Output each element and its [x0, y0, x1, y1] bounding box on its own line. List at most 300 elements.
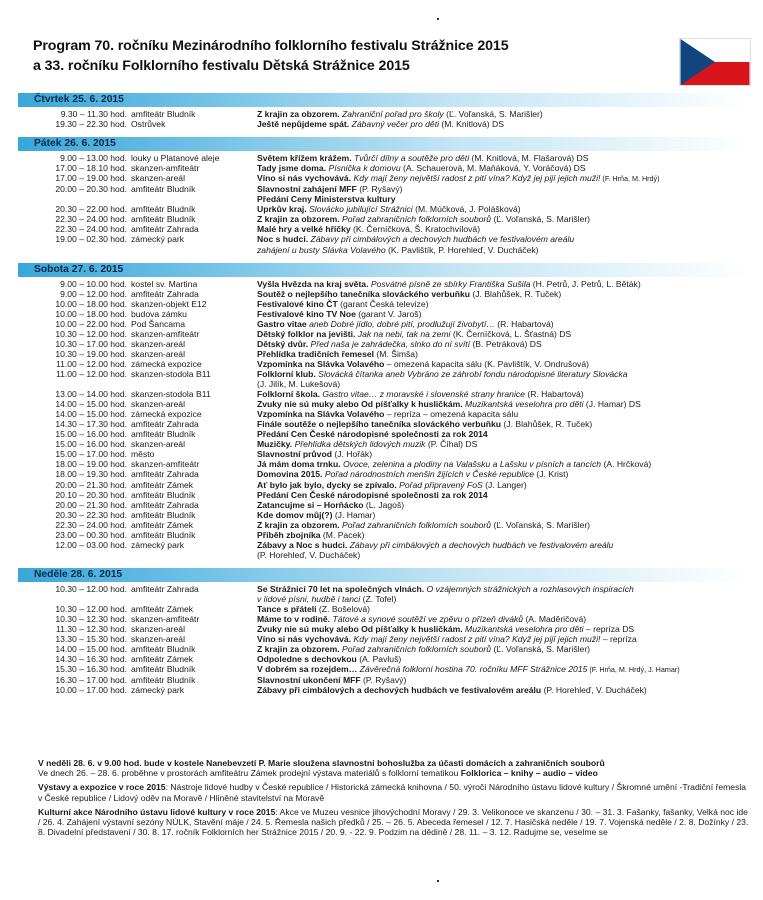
event-program	[257, 163, 757, 173]
event-venue: amfiteátr Bludník	[131, 109, 196, 119]
event-program	[257, 439, 757, 449]
event-time: 22.30 – 24.00 hod.	[55, 214, 127, 225]
schedule-row	[0, 594, 763, 604]
schedule-row	[0, 490, 763, 500]
event-venue: amfiteátr Bludník	[131, 184, 196, 195]
event-organizers: (R. Habartová)	[494, 318, 554, 329]
event-time: 20.00 – 20.30 hod.	[55, 184, 127, 195]
event-title: V dobrém sa rozejdem…	[257, 664, 358, 675]
schedule-row	[0, 379, 763, 389]
schedule-row	[0, 194, 763, 204]
event-description: Slovácká čítanka aneb Vybráno ze záhrobí fondu národopisné literatury Slovácka	[315, 368, 628, 379]
schedule-row	[0, 685, 763, 695]
event-time	[0, 379, 131, 389]
schedule-row	[0, 469, 763, 479]
event-description: aneb Dobré jídlo, dobré pití, prodlužují živobytí…	[306, 318, 495, 329]
event-venue: skanzen-objekt E12	[131, 298, 207, 309]
event-time: 13.30 – 15.30 hod.	[55, 634, 127, 645]
event-venue: amfiteátr Bludník	[131, 644, 196, 655]
event-time: 20.30 – 22.30 hod.	[55, 509, 127, 520]
event-description: Zábavný večer pro děti	[349, 119, 439, 130]
event-venue	[131, 594, 257, 604]
exhibitions-list: : Nástroje lidové hudby v České republice / Historická zámecká knihovna / 50. výročí Národního ústavu lidové kultury / Škromné umění -Tradiční řemesla v České republice / Lidový oděv na Moravě / Hliněné stavitelství na Moravě	[38, 782, 747, 803]
event-venue	[131, 194, 257, 204]
footer-notes	[38, 758, 750, 841]
schedule-row	[0, 329, 763, 339]
event-title: Zábavy při cimbálových a dechových hudbách ve festivalovém areálu	[257, 685, 542, 696]
event-program	[257, 664, 757, 675]
event-program	[257, 109, 757, 119]
event-description: Gastro vitae… z moravské i slovenské strany hranice	[320, 389, 525, 400]
event-venue	[131, 550, 257, 560]
event-time: 10.30 – 12.00 hod.	[55, 583, 127, 594]
event-description: Tátové a synové soutěží ve zpěvu o přízeň diváků	[330, 614, 524, 625]
event-program	[257, 594, 757, 604]
event-venue: amfiteátr Zahrada	[131, 419, 199, 430]
schedule-row	[0, 654, 763, 664]
event-venue: amfiteátr Zámek	[131, 519, 194, 530]
event-organizers: – repríza	[600, 634, 637, 645]
event-title: Příběh zbojníka	[257, 529, 321, 540]
event-venue: skanzen-stodola B11	[131, 389, 211, 400]
event-venue: amfiteátr Zahrada	[131, 288, 199, 299]
schedule-row	[0, 214, 763, 224]
event-title: Předání Ceny Ministerstva kultury	[257, 194, 396, 205]
event-description: Muzikantská veselohra pro děti	[462, 624, 584, 635]
event-time: 9.30 – 11.30 hod.	[60, 109, 127, 119]
event-title: Slavnostní průvod	[257, 449, 332, 460]
event-venue: skanzen-areál	[131, 348, 185, 359]
event-title: Vzpomínka na Slávka Volavého	[257, 358, 385, 369]
event-title: Se Strážnicí 70 let na společných vlnách.	[257, 583, 425, 594]
page-title	[33, 36, 509, 76]
event-organizers: (L. Jagoš)	[363, 499, 405, 510]
event-program	[257, 624, 757, 634]
event-title: Tady jsme doma.	[257, 163, 327, 174]
schedule-row	[0, 449, 763, 459]
event-time: 14.00 – 15.00 hod.	[55, 409, 127, 420]
event-title: Kde domov můj(?)	[257, 509, 333, 520]
event-program	[257, 319, 757, 329]
schedule-row	[0, 550, 763, 560]
event-venue: skanzen-areál	[131, 399, 185, 410]
event-program	[257, 530, 757, 540]
event-title: Vyšla Hvězda na kraj světa.	[257, 278, 369, 289]
event-title: Zatancujme si – Horňácko	[257, 499, 364, 510]
event-title: Přehlídka tradičních řemesel	[257, 348, 375, 359]
event-time: 9.00 – 10.00 hod.	[60, 278, 127, 289]
schedule-row	[0, 419, 763, 429]
schedule-row	[0, 540, 763, 550]
event-title: Slavnostní ukončení MFF	[257, 675, 361, 686]
event-venue: amfiteátr Bludník	[131, 429, 196, 440]
event-venue: skanzen-amfiteátr	[131, 328, 200, 339]
event-description: Zahraniční pořad pro školy	[339, 109, 444, 119]
event-description: Pořad zahraničních folklorních souborů	[339, 519, 492, 530]
event-program	[257, 490, 757, 500]
event-title: Domovina 2015.	[257, 469, 323, 480]
event-title: Noc s hudci.	[257, 234, 309, 245]
event-program	[257, 654, 757, 664]
event-title: Muzičky.	[257, 439, 293, 450]
schedule-row	[0, 279, 763, 289]
day-header: Pátek 26. 6. 2015	[18, 137, 748, 151]
event-title: Z krajin za obzorem.	[257, 109, 340, 119]
event-program	[257, 644, 757, 654]
event-program	[257, 234, 757, 244]
event-time: 15.00 – 16.00 hod.	[55, 429, 127, 440]
event-venue: amfiteátr Zámek	[131, 603, 194, 614]
event-program	[257, 429, 757, 439]
schedule-row	[0, 584, 763, 594]
event-description: Muzikantská veselohra pro děti	[462, 399, 584, 410]
day-header: Čtvrtek 25. 6. 2015	[18, 93, 748, 107]
event-title: Malé hry a velké hříčky	[257, 224, 351, 235]
event-description: Pořad zahraničních folklorních souborů	[339, 644, 492, 655]
event-venue: skanzen-areál	[131, 338, 185, 349]
event-venue: skanzen-stodola B11	[131, 368, 211, 379]
event-time: 23.00 – 00.30 hod.	[55, 529, 127, 540]
event-program	[257, 389, 757, 399]
event-title: Dětský folklor na jevišti.	[257, 328, 356, 339]
event-title: Festivalové kino TV Noe	[257, 308, 356, 319]
schedule-row	[0, 624, 763, 634]
event-time: 15.00 – 17.00 hod.	[55, 449, 127, 460]
event-venue: amfiteátr Zahrada	[131, 499, 199, 510]
event-program	[257, 349, 757, 359]
event-program	[257, 224, 757, 234]
event-organizers: (P. Horehleď, V. Ducháček)	[257, 549, 361, 560]
schedule-row	[0, 224, 763, 234]
event-program	[257, 540, 757, 550]
event-title: Víno si nás vychovává.	[257, 634, 352, 645]
exhibition-notice: Ve dnech 26. – 28. 6. proběhne v prostorách amfiteátru Zámek prodejní výstava materiálů s folklorní tematikou	[38, 768, 461, 779]
schedule-row	[0, 480, 763, 490]
event-time: 20.00 – 21.30 hod.	[55, 479, 127, 490]
event-organizers: (M. Knitlová, M. Flašarová) DS	[469, 153, 589, 164]
event-time: 17.00 – 18.10 hod.	[55, 163, 127, 174]
event-program	[257, 204, 757, 214]
event-time: 10.00 – 17.00 hod.	[55, 685, 127, 696]
event-title: Ještě nepůjdeme spát.	[257, 119, 350, 130]
event-time: 9.00 – 13.00 hod.	[60, 153, 127, 164]
event-description: zahájení u busty Slávka Volavého	[257, 244, 386, 255]
event-title: Slavnostní zahájení MFF	[257, 184, 357, 195]
event-program	[257, 153, 757, 163]
event-venue: Pod Šancama	[131, 318, 185, 329]
event-time: 20.00 – 21.30 hod.	[55, 499, 127, 510]
schedule-row	[0, 204, 763, 214]
event-title: Folklorní škola.	[257, 389, 321, 400]
event-title: Z krajin za obzorem.	[257, 644, 340, 655]
schedule	[0, 93, 763, 703]
event-title: Vzpomínka na Slávka Volavého	[257, 409, 385, 420]
decorative-dot	[437, 880, 439, 882]
event-program	[257, 214, 757, 224]
event-organizers: (J. Jilík, M. Lukešová)	[257, 379, 341, 390]
event-time: 22.30 – 24.00 hod.	[55, 224, 127, 235]
title-line-1: Program 70. ročníku Mezinárodního folklorního festivalu Strážnice 2015	[33, 38, 509, 54]
event-title: Gastro vitae	[257, 318, 307, 329]
event-venue: louky u Platanové aleje	[131, 153, 220, 164]
schedule-row	[0, 644, 763, 654]
event-time: 19.00 – 02.30 hod.	[55, 234, 127, 245]
schedule-row	[0, 664, 763, 675]
event-time: 18.00 – 19.00 hod.	[55, 459, 127, 470]
event-venue: Ostrůvek	[131, 119, 166, 130]
schedule-row	[0, 349, 763, 359]
schedule-row	[0, 119, 763, 129]
event-organizers: (F. Hrňa, M. Hrdý)	[600, 174, 660, 184]
event-description: Závěrečná folklorní hostina 70. ročníku MFF Strážnice 2015	[357, 664, 588, 675]
event-time: 20.30 – 22.00 hod.	[55, 204, 127, 215]
exhibitions-heading: Výstavy a expozice v roce 2015	[38, 782, 166, 793]
event-venue: amfiteátr Bludník	[131, 214, 196, 225]
schedule-row	[0, 309, 763, 319]
event-program	[257, 399, 757, 409]
event-organizers: – repríza – omezená kapacita sálu	[384, 409, 519, 420]
schedule-row	[0, 634, 763, 644]
event-organizers: (J. Hamar) DS	[583, 399, 641, 410]
event-program	[257, 409, 757, 419]
event-program	[257, 329, 757, 339]
event-time	[0, 245, 131, 255]
schedule-row	[0, 299, 763, 309]
event-description: Kdy mají ženy největší radost z pití vína? Když jej pijí jejich muži!	[351, 634, 601, 645]
schedule-row	[0, 614, 763, 624]
event-organizers: (J. Krist)	[534, 469, 569, 480]
event-venue: město	[131, 449, 155, 460]
event-title: Z krajin za obzorem.	[257, 519, 340, 530]
event-time: 13.00 – 14.00 hod.	[55, 389, 127, 400]
event-organizers: (Z. Tofel)	[360, 593, 397, 604]
event-title: Světem křížem krážem.	[257, 153, 352, 164]
event-time: 9.00 – 12.00 hod.	[60, 288, 127, 299]
event-organizers: (garant V. Jaroš)	[355, 308, 422, 319]
cultural-events-list: : Akce ve Muzeu vesnice jihovýchodní Moravy / 29. 3. Velikonoce ve skanzenu / 30. – 31. 3. Fašanky, fašanky, Velká noc ide / 26. 4. Zahájení výstavní sezóny NÚLK, Stavění máje / 24. 5. Řemesla našich předků / 25. – 26. 5. Abeceda řemesel / 12. 7. Hasičská neděle / 19. 7. Vojenská neděle / 2. 8. Dožínky / 23. 8. Divadelní představení / 30. 8. 17. ročník Folklorních her Strážnice 2015 / 20. 9. - 22. 9. Podzim na dědině / 28. 11. – 3. 12. Radujme se, veselme se	[38, 806, 749, 838]
event-program	[257, 449, 757, 459]
event-venue: skanzen-areál	[131, 624, 185, 635]
event-organizers: (R. Habartová)	[524, 389, 584, 400]
event-time: 10.00 – 18.00 hod.	[55, 308, 127, 319]
event-time: 10.30 – 12.00 hod.	[55, 328, 127, 339]
schedule-row	[0, 289, 763, 299]
event-title: Zvuky nie sú muky alebo Od píšťalky k husličkám.	[257, 624, 463, 635]
event-organizers: (P. Horehleď, V. Ducháček)	[541, 685, 647, 696]
event-venue: amfiteátr Bludník	[131, 204, 196, 215]
event-program	[257, 369, 757, 379]
event-time: 10.00 – 22.00 hod.	[55, 318, 127, 329]
event-program	[257, 289, 757, 299]
event-venue	[131, 379, 257, 389]
event-organizers: (Ľ. Voľanská, S. Marišler)	[491, 644, 591, 655]
event-program	[257, 480, 757, 490]
event-organizers: – omezená kapacita sálu (K. Pavlištík, V. Ondrušová)	[384, 358, 589, 369]
event-venue: budova zámku	[131, 308, 187, 319]
event-time: 11.00 – 12.00 hod.	[55, 358, 127, 369]
event-title: Soutěž o nejlepšího tanečníka slováckého verbuňku	[257, 288, 470, 299]
schedule-row	[0, 234, 763, 244]
event-description: Přehlídka dětských lidových muzik	[292, 439, 426, 450]
event-organizers: (F. Hrňa, M. Hrdý, J. Hamar)	[587, 665, 680, 675]
event-venue: zámecká expozice	[131, 358, 202, 369]
event-title: Finále soutěže o nejlepšího tanečníka slováckého verbuňku	[257, 419, 502, 430]
schedule-row	[0, 604, 763, 614]
event-organizers: (A. Schauerová, M. Maňáková, Y. Voráčová) DS	[400, 163, 586, 174]
event-program	[257, 299, 757, 309]
schedule-row	[0, 409, 763, 419]
event-description: Ovoce, zelenina a plodiny na Valašsku a Lašsku v písních a tancích	[340, 459, 602, 470]
event-title: Já mám doma trnku.	[257, 459, 341, 470]
event-program	[257, 184, 757, 194]
event-venue: skanzen-amfiteátr	[131, 163, 200, 174]
event-description: Pořad národnostních menšin žijících v České republice	[322, 469, 535, 480]
event-organizers: (A. Maděričová)	[523, 614, 587, 625]
event-time: 10.30 – 17.00 hod.	[55, 338, 127, 349]
czech-flag-icon	[679, 38, 751, 86]
event-time: 15.00 – 16.00 hod.	[55, 439, 127, 450]
event-program	[257, 245, 757, 255]
event-program	[257, 419, 757, 429]
event-time: 14.30 – 16.30 hod.	[55, 654, 127, 665]
event-organizers: (M. Pacek)	[320, 529, 365, 540]
event-time: 10.30 – 12.30 hod.	[55, 614, 127, 625]
event-title: Zvuky nie sú muky alebo Od píšťalky k husličkám.	[257, 399, 463, 410]
schedule-row	[0, 459, 763, 469]
event-venue: kostel sv. Martina	[131, 278, 198, 289]
title-line-2: a 33. ročníku Folklorního festivalu Dětská Strážnice 2015	[33, 58, 410, 74]
event-venue: amfiteátr Zámek	[131, 654, 194, 665]
schedule-row	[0, 109, 763, 119]
event-time: 11.30 – 12.30 hod.	[55, 624, 127, 635]
event-venue: skanzen-amfiteátr	[131, 614, 200, 625]
decorative-dot	[437, 18, 439, 20]
event-organizers: (A. Hrčková)	[601, 459, 652, 470]
event-organizers: (B. Petráková) DS	[470, 338, 542, 349]
event-venue: amfiteátr Zahrada	[131, 224, 199, 235]
event-time: 11.00 – 12.00 hod.	[55, 368, 127, 379]
event-venue	[131, 245, 257, 255]
event-program	[257, 459, 757, 469]
event-program	[257, 173, 757, 184]
event-organizers: (Ľ. Voľanská, S. Marišler)	[491, 519, 591, 530]
event-program	[257, 379, 757, 389]
event-venue: amfiteátr Bludník	[131, 509, 196, 520]
event-organizers: (H. Petrů, J. Petrů, L. Běták)	[530, 278, 641, 289]
event-time: 18.00 – 19.30 hod.	[55, 469, 127, 480]
event-organizers: (Ľ. Voľanská, S. Marišler)	[443, 109, 543, 119]
event-description: Pořad připravený FoS	[396, 479, 483, 490]
schedule-row	[0, 163, 763, 173]
event-description: Slovácko jubilující Strážnici	[306, 204, 413, 215]
event-program	[257, 339, 757, 349]
schedule-row	[0, 359, 763, 369]
schedule-row	[0, 500, 763, 510]
event-title: Uprkův kraj.	[257, 204, 307, 215]
event-description: Jak na nebi, tak na zemi	[355, 328, 451, 339]
event-title: Folklorní klub.	[257, 368, 316, 379]
event-venue: amfiteátr Bludník	[131, 664, 196, 675]
event-organizers: (J. Langer)	[482, 479, 527, 490]
event-description: Tvůrčí dílny a soutěže pro děti	[351, 153, 470, 164]
event-program	[257, 500, 757, 510]
event-organizers: (K. Černíčková, L. Šťastná) DS	[450, 328, 572, 339]
event-venue: skanzen-amfiteátr	[131, 459, 200, 470]
event-venue: amfiteátr Zahrada	[131, 583, 199, 594]
event-program	[257, 469, 757, 479]
event-description: O vzájemných strážnických a rozhlasových inspiracích	[424, 583, 634, 594]
event-organizers: – repríza DS	[583, 624, 635, 635]
folklorica-label: Folklorica – knihy – audio – video	[460, 768, 598, 779]
event-time: 14.30 – 17.30 hod.	[55, 419, 127, 430]
day-header: Sobota 27. 6. 2015	[18, 263, 748, 277]
event-title: Dětský dvůr.	[257, 338, 309, 349]
event-title: Tance s přáteli	[257, 603, 317, 614]
event-description: Zábavy při cimbálových a dechových hudbách ve festivalovém areálu	[308, 234, 575, 245]
event-organizers: (Ľ. Voľanská, S. Marišler)	[491, 214, 591, 225]
event-program	[257, 604, 757, 614]
event-description: Před naša je zahrádečka, slnko do ní svítí	[308, 338, 471, 349]
event-venue: zámecký park	[131, 685, 185, 696]
event-organizers: (A. Pavluš)	[356, 654, 402, 665]
event-time: 17.00 – 19.00 hod.	[55, 173, 127, 184]
event-description: Písnička k domovu	[326, 163, 401, 174]
mass-notice: V neděli 28. 6. v 9.00 hod. bude v kostele Nanebevzetí P. Marie sloužena slavnostní bohoslužba za účasti domácích a zahraničních souborů	[38, 758, 605, 768]
event-organizers: (M. Múčková, J. Polášková)	[412, 204, 521, 215]
event-organizers: (M. Šimša)	[374, 348, 418, 359]
event-program	[257, 510, 757, 520]
event-venue: skanzen-areál	[131, 439, 185, 450]
event-description: Kdy mají ženy největší radost z pití vína? Když jej pijí jejich muži!	[351, 173, 601, 184]
event-venue: amfiteátr Bludník	[131, 529, 196, 540]
cultural-events-heading: Kulturní akce Národního ústavu lidové kultury v roce 2015	[38, 806, 276, 817]
event-program	[257, 279, 757, 289]
event-description: Posvátné písně ze sbírky Františka Sušila	[368, 278, 531, 289]
event-venue: skanzen-areál	[131, 634, 185, 645]
event-description: Pořad zahraničních folklorních souborů	[339, 214, 492, 225]
event-title: Festivalové kino ČT	[257, 298, 338, 309]
event-venue: zámecký park	[131, 539, 185, 550]
schedule-row	[0, 399, 763, 409]
event-organizers: (J. Blahůšek, R. Tuček)	[470, 288, 562, 299]
event-organizers: (J. Blahůšek, R. Tuček)	[501, 419, 593, 430]
schedule-row	[0, 339, 763, 349]
event-organizers: (K. Černíčková, Š. Kratochvílová)	[350, 224, 481, 235]
event-description: Zábavy při cimbálových a dechových hudbách ve festivalovém areálu	[347, 539, 614, 550]
event-venue: amfiteátr Bludník	[131, 675, 196, 686]
event-time: 19.30 – 22.30 hod.	[55, 119, 127, 130]
day-header: Neděle 28. 6. 2015	[18, 568, 748, 582]
event-time: 12.00 – 03.00 hod.	[55, 539, 127, 550]
event-time: 15.30 – 16.30 hod.	[55, 664, 127, 675]
schedule-row	[0, 319, 763, 329]
schedule-row	[0, 369, 763, 379]
event-program	[257, 309, 757, 319]
event-title: Předání Cen České národopisné společnosti za rok 2014	[257, 429, 488, 440]
event-time: 14.00 – 15.00 hod.	[55, 399, 127, 410]
event-time: 16.30 – 17.00 hod.	[55, 675, 127, 686]
schedule-row	[0, 245, 763, 255]
event-organizers: (P. Číhal) DS	[425, 439, 478, 450]
event-organizers: (P. Ryšavý)	[356, 184, 403, 195]
event-time: 10.00 – 18.00 hod.	[55, 298, 127, 309]
schedule-row	[0, 184, 763, 194]
event-venue: amfiteátr Zámek	[131, 479, 194, 490]
schedule-row	[0, 675, 763, 685]
event-title: Zábavy a Noc s hudci.	[257, 539, 348, 550]
event-time	[0, 550, 131, 560]
event-venue: zámecká expozice	[131, 409, 202, 420]
